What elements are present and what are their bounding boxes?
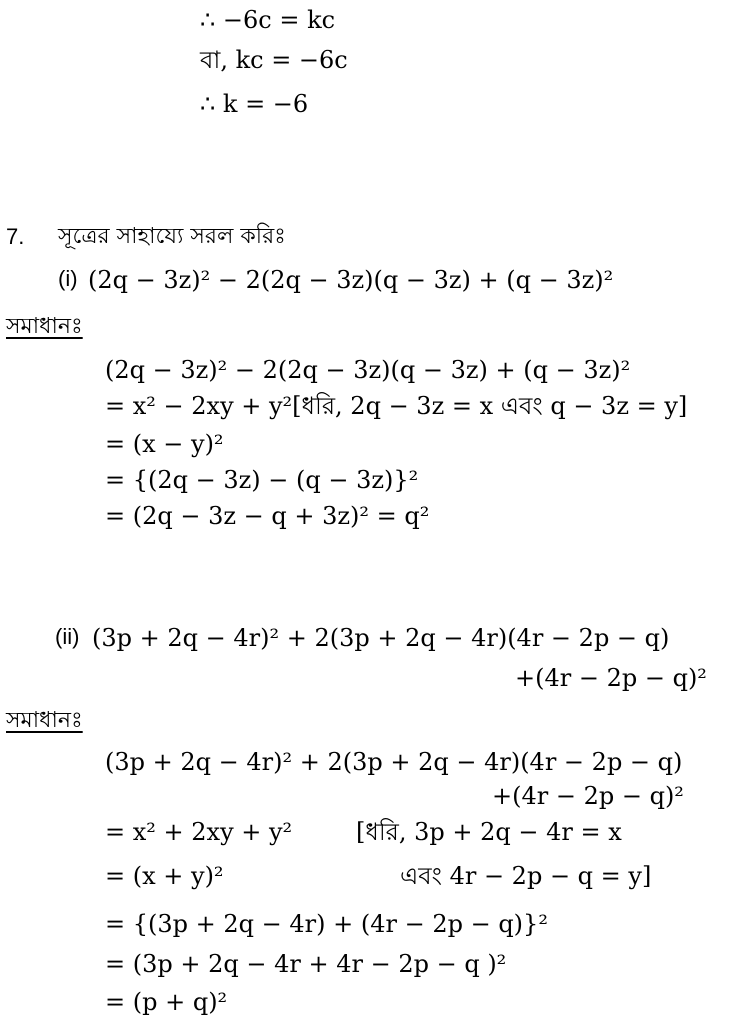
part-i-step-4: = {(2q − 3z) − (q − 3z)}² bbox=[105, 466, 419, 494]
part-ii-assume-1: [ধরি, 3p + 2q − 4r = x bbox=[356, 818, 622, 846]
question-number: 7. bbox=[6, 224, 25, 249]
question-title: সূত্রের সাহায্যে সরল করিঃ bbox=[58, 224, 286, 249]
part-i-step-5: = (2q − 3z − q + 3z)² = q² bbox=[105, 502, 430, 530]
solution-heading-i: সমাধানঃ bbox=[6, 314, 83, 339]
part-i-label: (i) bbox=[58, 266, 78, 291]
part-ii-step-2: = x² + 2xy + y² bbox=[105, 818, 293, 846]
part-i-step-1: (2q − 3z)² − 2(2q − 3z)(q − 3z) + (q − 3z)² bbox=[105, 356, 631, 384]
part-ii-assume-2: এবং 4r − 2p − q = y] bbox=[400, 862, 652, 890]
part-ii-step-5: = (3p + 2q − 4r + 4r − 2p − q )² bbox=[105, 950, 507, 978]
part-ii-label: (ii) bbox=[55, 624, 80, 649]
part-ii-step-3: = (x + y)² bbox=[105, 862, 224, 890]
part-ii-expression-line-2: +(4r − 2p − q)² bbox=[515, 664, 707, 692]
part-i-step-2: = x² − 2xy + y²[ধরি, 2q − 3z = x এবং q − 3z = y] bbox=[105, 392, 688, 420]
part-ii-step-4: = {(3p + 2q − 4r) + (4r − 2p − q)}² bbox=[105, 910, 548, 938]
part-ii-step-1-line-2: +(4r − 2p − q)² bbox=[492, 782, 684, 810]
part-ii-step-6: = (p + q)² bbox=[105, 988, 228, 1016]
top-line-therefore-2: ∴ k = −6 bbox=[200, 90, 309, 118]
part-i-step-3: = (x − y)² bbox=[105, 430, 224, 458]
top-line-therefore-1: ∴ −6c = kc bbox=[200, 6, 336, 34]
part-i-expression: (2q − 3z)² − 2(2q − 3z)(q − 3z) + (q − 3z)² bbox=[88, 266, 614, 294]
part-ii-step-1-line-1: (3p + 2q − 4r)² + 2(3p + 2q − 4r)(4r − 2p − q) bbox=[105, 748, 683, 776]
solution-heading-ii: সমাধানঃ bbox=[6, 708, 83, 733]
part-ii-expression-line-1: (3p + 2q − 4r)² + 2(3p + 2q − 4r)(4r − 2p − q) bbox=[92, 624, 670, 652]
top-line-or: বা, kc = −6c bbox=[200, 46, 348, 74]
